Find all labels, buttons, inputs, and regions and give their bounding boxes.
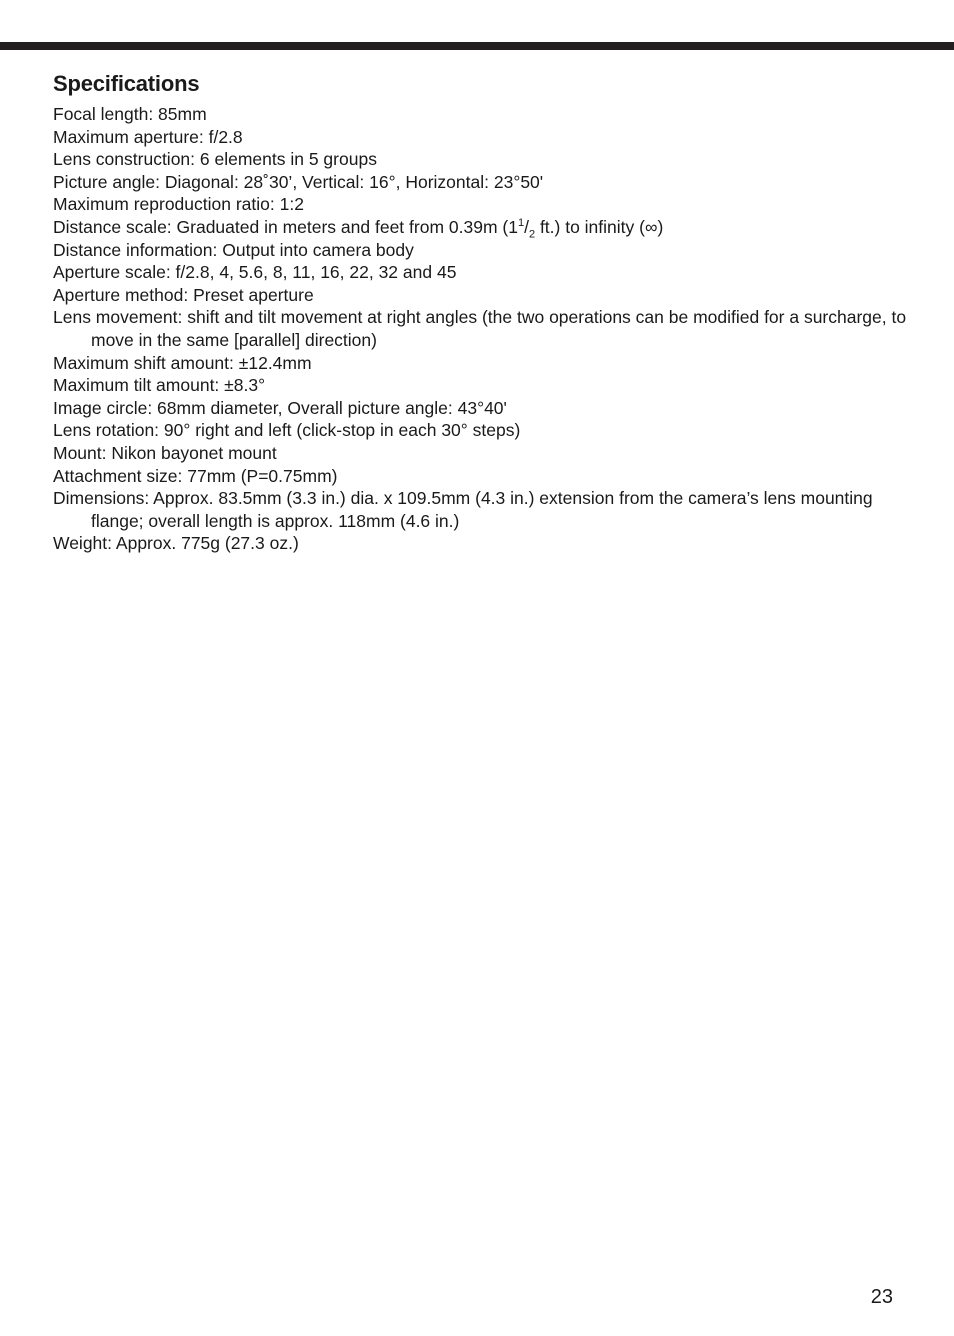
spec-aperture-scale: Aperture scale: f/2.8, 4, 5.6, 8, 11, 16, 22, 32 and 45: [53, 262, 457, 283]
spec-aperture-method: Aperture method: Preset aperture: [53, 284, 314, 305]
spec-image-circle: Image circle: 68mm diameter, Overall picture angle: 43°40': [53, 397, 507, 418]
spec-list: [53, 103, 913, 555]
spec-maximum-tilt: Maximum tilt amount: ±8.3°: [53, 375, 266, 396]
fraction-denominator: 2: [528, 228, 536, 241]
spec-weight: Weight: Approx. 775g (27.3 oz.): [53, 533, 299, 554]
spec-distance-scale: [53, 216, 913, 239]
top-rule-divider: [0, 42, 954, 50]
specifications-section: [53, 70, 913, 555]
spec-focal-length: Focal length: 85mm: [53, 104, 207, 124]
spec-maximum-shift: Maximum shift amount: ±12.4mm: [53, 352, 312, 373]
spec-dimensions: Dimensions: Approx. 83.5mm (3.3 in.) dia. x 109.5mm (4.3 in.) extension from the camera’s lens mounting flange; overall length is approx. 118mm (4.6 in.): [53, 488, 873, 531]
spec-distance-information: Distance information: Output into camera body: [53, 239, 414, 260]
spec-attachment-size: Attachment size: 77mm (P=0.75mm): [53, 465, 338, 486]
spec-maximum-aperture: Maximum aperture: f/2.8: [53, 126, 243, 147]
spec-reproduction-ratio: Maximum reproduction ratio: 1:2: [53, 194, 304, 215]
distance-scale-text-end: ft.) to infinity (∞): [535, 216, 664, 237]
fraction-slash: /: [524, 216, 529, 237]
spec-mount: Mount: Nikon bayonet mount: [53, 442, 277, 463]
page-title: Specifications: [53, 71, 200, 96]
spec-lens-rotation: Lens rotation: 90° right and left (click-stop in each 30° steps): [53, 420, 521, 441]
fraction-numerator: 1: [517, 217, 525, 230]
spec-lens-construction: Lens construction: 6 elements in 5 groups: [53, 149, 377, 170]
distance-scale-text-start: Distance scale: Graduated in meters and feet from 0.39m (1: [53, 216, 518, 237]
spec-lens-movement: Lens movement: shift and tilt movement at right angles (the two operations can be modified for a surcharge, to move in the same [parallel] direction): [53, 307, 907, 350]
page-number: 23: [870, 1286, 893, 1308]
spec-picture-angle: Picture angle: Diagonal: 28˚30’, Vertical: 16°, Horizontal: 23°50': [53, 171, 544, 192]
